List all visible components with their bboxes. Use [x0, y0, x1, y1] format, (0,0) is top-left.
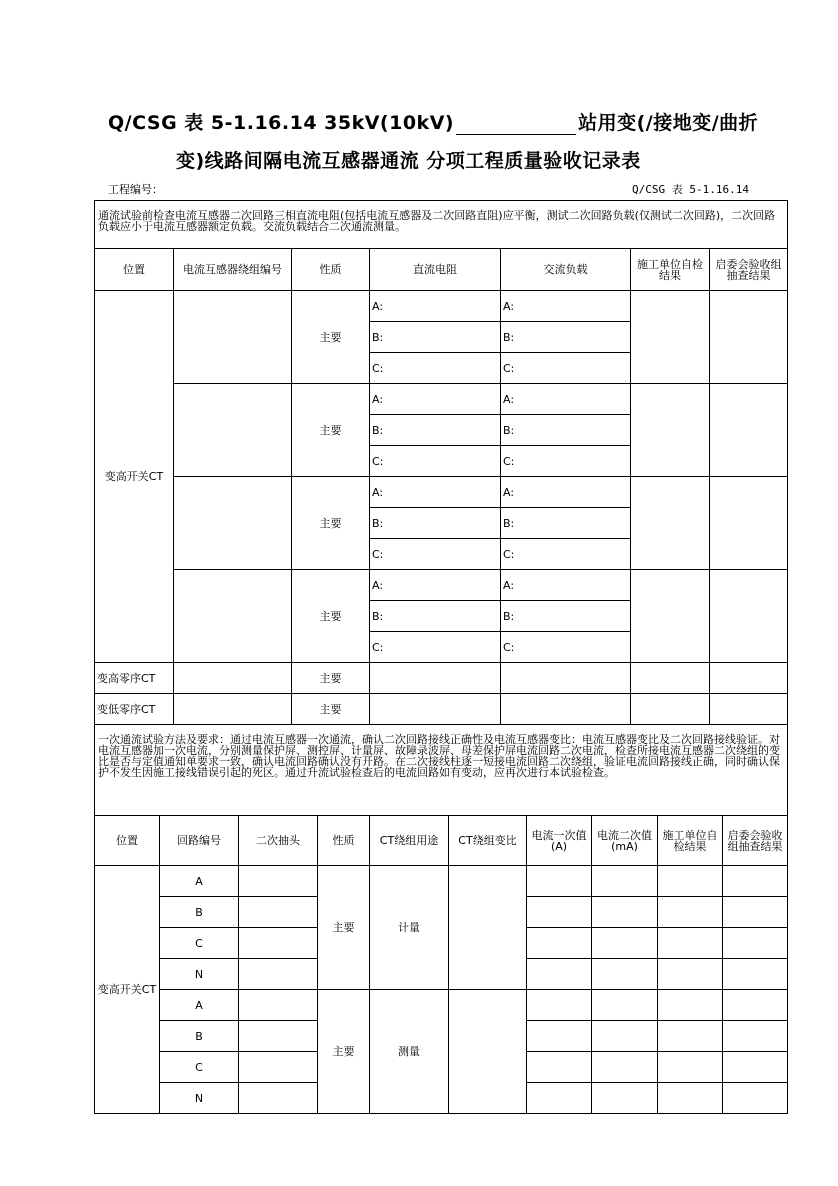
constructor-result-cell[interactable] — [658, 990, 723, 1021]
ac-phase-c[interactable]: C: — [501, 353, 631, 384]
committee-result-cell[interactable] — [710, 477, 788, 570]
section1-note: 通流试验前检查电流互感器二次回路三相直流电阻(包括电流互感器及二次回路直阻)应平衡，测试二次回路负载(仅测试二次回路)，二次回路负载应小于电流互感器额定负载。交流负载结合二次通流测量。 — [95, 201, 788, 249]
note-row — [95, 725, 788, 816]
nature-cell: 主要 — [292, 384, 370, 477]
committee-result-cell[interactable] — [723, 1083, 788, 1114]
group-position: 变高开关CT — [95, 291, 174, 663]
table-row — [95, 291, 788, 322]
constructor-result-cell[interactable] — [631, 694, 710, 725]
ac-phase-a[interactable]: A: — [501, 291, 631, 322]
dc-phase-c[interactable]: C: — [370, 353, 501, 384]
circuit-cell: C — [160, 928, 239, 959]
current-injection-table — [94, 724, 788, 1114]
usage-cell: 计量 — [370, 866, 449, 990]
nature-cell: 主要 — [292, 291, 370, 384]
table-row — [95, 477, 788, 508]
col-tap: 二次抽头 — [239, 816, 318, 866]
primary-cell[interactable] — [527, 1083, 592, 1114]
tap-cell[interactable] — [239, 1083, 318, 1114]
ac-phase-a[interactable]: A: — [501, 384, 631, 415]
primary-cell[interactable] — [527, 959, 592, 990]
circuit-cell: A — [160, 866, 239, 897]
col-committee: 启委会验收组抽查结果 — [723, 816, 788, 866]
primary-cell[interactable] — [527, 1021, 592, 1052]
col-dc-resistance: 直流电阻 — [370, 249, 501, 291]
dc-resistance-table — [94, 200, 788, 725]
dc-phase-a[interactable]: A: — [370, 384, 501, 415]
circuit-cell: C — [160, 1052, 239, 1083]
ratio-cell[interactable] — [449, 866, 527, 990]
committee-result-cell[interactable] — [710, 384, 788, 477]
ac-phase-b[interactable]: B: — [501, 508, 631, 539]
constructor-result-cell[interactable] — [658, 866, 723, 897]
form-title-line1 — [108, 108, 758, 135]
primary-cell[interactable] — [527, 1052, 592, 1083]
ratio-cell[interactable] — [449, 990, 527, 1114]
ac-phase-b[interactable]: B: — [501, 322, 631, 353]
constructor-result-cell[interactable] — [631, 663, 710, 694]
secondary-cell[interactable] — [592, 866, 658, 897]
committee-result-cell[interactable] — [723, 959, 788, 990]
primary-cell[interactable] — [527, 866, 592, 897]
col-winding: 电流互感器绕组编号 — [174, 249, 292, 291]
dc-phase-c[interactable]: C: — [370, 539, 501, 570]
constructor-result-cell[interactable] — [658, 1052, 723, 1083]
winding-cell[interactable] — [174, 291, 292, 384]
col-primary: 电流一次值(A) — [527, 816, 592, 866]
title-part1: Q/CSG 表 5-1.16.14 35kV(10kV) — [108, 112, 455, 134]
usage-cell: 测量 — [370, 990, 449, 1114]
constructor-result-cell[interactable] — [658, 959, 723, 990]
zero-seq-position: 变高零序CT — [95, 663, 174, 694]
tap-cell[interactable] — [239, 866, 318, 897]
ac-phase-b[interactable]: B: — [501, 415, 631, 446]
station-name-blank[interactable] — [456, 115, 576, 135]
winding-cell[interactable] — [174, 384, 292, 477]
col-constructor: 施工单位自检结果 — [658, 816, 723, 866]
ac-phase-b[interactable]: B: — [501, 601, 631, 632]
committee-result-cell[interactable] — [710, 663, 788, 694]
table-row — [95, 570, 788, 601]
col-circuit: 回路编号 — [160, 816, 239, 866]
nature-cell: 主要 — [292, 477, 370, 570]
secondary-cell[interactable] — [592, 1083, 658, 1114]
project-number-label: 工程编号： — [108, 183, 163, 196]
winding-cell[interactable] — [174, 477, 292, 570]
constructor-result-cell[interactable] — [631, 477, 710, 570]
dc-phase-b[interactable]: B: — [370, 508, 501, 539]
secondary-cell[interactable] — [592, 959, 658, 990]
constructor-result-cell[interactable] — [658, 1021, 723, 1052]
nature-cell: 主要 — [292, 570, 370, 663]
dc-phase-b[interactable]: B: — [370, 415, 501, 446]
committee-result-cell[interactable] — [723, 928, 788, 959]
tap-cell[interactable] — [239, 1021, 318, 1052]
circuit-cell: B — [160, 897, 239, 928]
title-part2: 站用变(/接地变/曲折 — [578, 112, 759, 134]
dc-phase-c[interactable]: C: — [370, 632, 501, 663]
form-code: Q/CSG 表 5-1.16.14 — [632, 183, 749, 196]
committee-result-cell[interactable] — [723, 1021, 788, 1052]
winding-cell[interactable] — [174, 663, 292, 694]
constructor-result-cell[interactable] — [631, 570, 710, 663]
ac-phase-a[interactable]: A: — [501, 570, 631, 601]
secondary-cell[interactable] — [592, 1021, 658, 1052]
nature-cell: 主要 — [292, 663, 370, 694]
primary-cell[interactable] — [527, 897, 592, 928]
col-constructor: 施工单位自检结果 — [631, 249, 710, 291]
col-committee: 启委会验收组抽查结果 — [710, 249, 788, 291]
nature-cell: 主要 — [318, 866, 370, 990]
committee-result-cell[interactable] — [710, 694, 788, 725]
col-nature: 性质 — [292, 249, 370, 291]
secondary-cell[interactable] — [592, 897, 658, 928]
dc-phase-b[interactable]: B: — [370, 322, 501, 353]
tap-cell[interactable] — [239, 897, 318, 928]
winding-cell[interactable] — [174, 570, 292, 663]
tap-cell[interactable] — [239, 990, 318, 1021]
dc-phase-b[interactable]: B: — [370, 601, 501, 632]
secondary-cell[interactable] — [592, 990, 658, 1021]
committee-result-cell[interactable] — [723, 990, 788, 1021]
ac-cell[interactable] — [501, 694, 631, 725]
circuit-cell: A — [160, 990, 239, 1021]
ac-phase-c[interactable]: C: — [501, 632, 631, 663]
dc-phase-a[interactable]: A: — [370, 477, 501, 508]
constructor-result-cell[interactable] — [658, 928, 723, 959]
col-usage: CT绕组用途 — [370, 816, 449, 866]
col-ratio: CT绕组变比 — [449, 816, 527, 866]
constructor-result-cell[interactable] — [631, 384, 710, 477]
tap-cell[interactable] — [239, 1052, 318, 1083]
dc-cell[interactable] — [370, 663, 501, 694]
secondary-cell[interactable] — [592, 1052, 658, 1083]
constructor-result-cell[interactable] — [658, 1083, 723, 1114]
constructor-result-cell[interactable] — [631, 291, 710, 384]
col-position: 位置 — [95, 816, 160, 866]
table-row — [95, 866, 788, 897]
secondary-cell[interactable] — [592, 928, 658, 959]
section2-note: 一次通流试验方法及要求：通过电流互感器一次通流，确认二次回路接线正确性及电流互感器变比：电流互感器变比及二次回路接线验证。对电流互感器加一次电流，分别测量保护屏、测控屏、计量屏、故障录波屏、母差保护屏电流回路二次电流，检查所接电流互感器二次绕组的变比是否与定值通知单要求一致，确认电流回路确认没有开路。在二次接线柱逐一短接电流回路二次绕组，验证电流回路接线正确，同时确认保护不发生因施工接线错误引起的死区。通过升流试验检查后的电流回路如有变动，应再次进行本试验检查。 — [95, 725, 788, 816]
dc-phase-a[interactable]: A: — [370, 291, 501, 322]
committee-result-cell[interactable] — [710, 291, 788, 384]
dc-phase-a[interactable]: A: — [370, 570, 501, 601]
tap-cell[interactable] — [239, 959, 318, 990]
nature-cell: 主要 — [292, 694, 370, 725]
col-secondary: 电流二次值(mA) — [592, 816, 658, 866]
zero-seq-position: 变低零序CT — [95, 694, 174, 725]
col-nature: 性质 — [318, 816, 370, 866]
committee-result-cell[interactable] — [723, 1052, 788, 1083]
primary-cell[interactable] — [527, 928, 592, 959]
dc-phase-c[interactable]: C: — [370, 446, 501, 477]
committee-result-cell[interactable] — [723, 866, 788, 897]
dc-cell[interactable] — [370, 694, 501, 725]
note-row — [95, 201, 788, 249]
table-row — [95, 384, 788, 415]
constructor-result-cell[interactable] — [658, 897, 723, 928]
committee-result-cell[interactable] — [723, 897, 788, 928]
circuit-cell: B — [160, 1021, 239, 1052]
col-ac-load: 交流负载 — [501, 249, 631, 291]
committee-result-cell[interactable] — [710, 570, 788, 663]
nature-cell: 主要 — [318, 990, 370, 1114]
ac-phase-c[interactable]: C: — [501, 446, 631, 477]
ac-cell[interactable] — [501, 663, 631, 694]
ac-phase-a[interactable]: A: — [501, 477, 631, 508]
table-row — [95, 663, 788, 694]
table-row — [95, 694, 788, 725]
table-row — [95, 990, 788, 1021]
primary-cell[interactable] — [527, 990, 592, 1021]
winding-cell[interactable] — [174, 694, 292, 725]
header-row — [95, 816, 788, 866]
group-position: 变高开关CT — [95, 866, 160, 1114]
ac-phase-c[interactable]: C: — [501, 539, 631, 570]
header-row — [95, 249, 788, 291]
tap-cell[interactable] — [239, 928, 318, 959]
circuit-cell: N — [160, 959, 239, 990]
circuit-cell: N — [160, 1083, 239, 1114]
col-position: 位置 — [95, 249, 174, 291]
form-title-line2: 变)线路间隔电流互感器通流 分项工程质量验收记录表 — [176, 150, 641, 172]
